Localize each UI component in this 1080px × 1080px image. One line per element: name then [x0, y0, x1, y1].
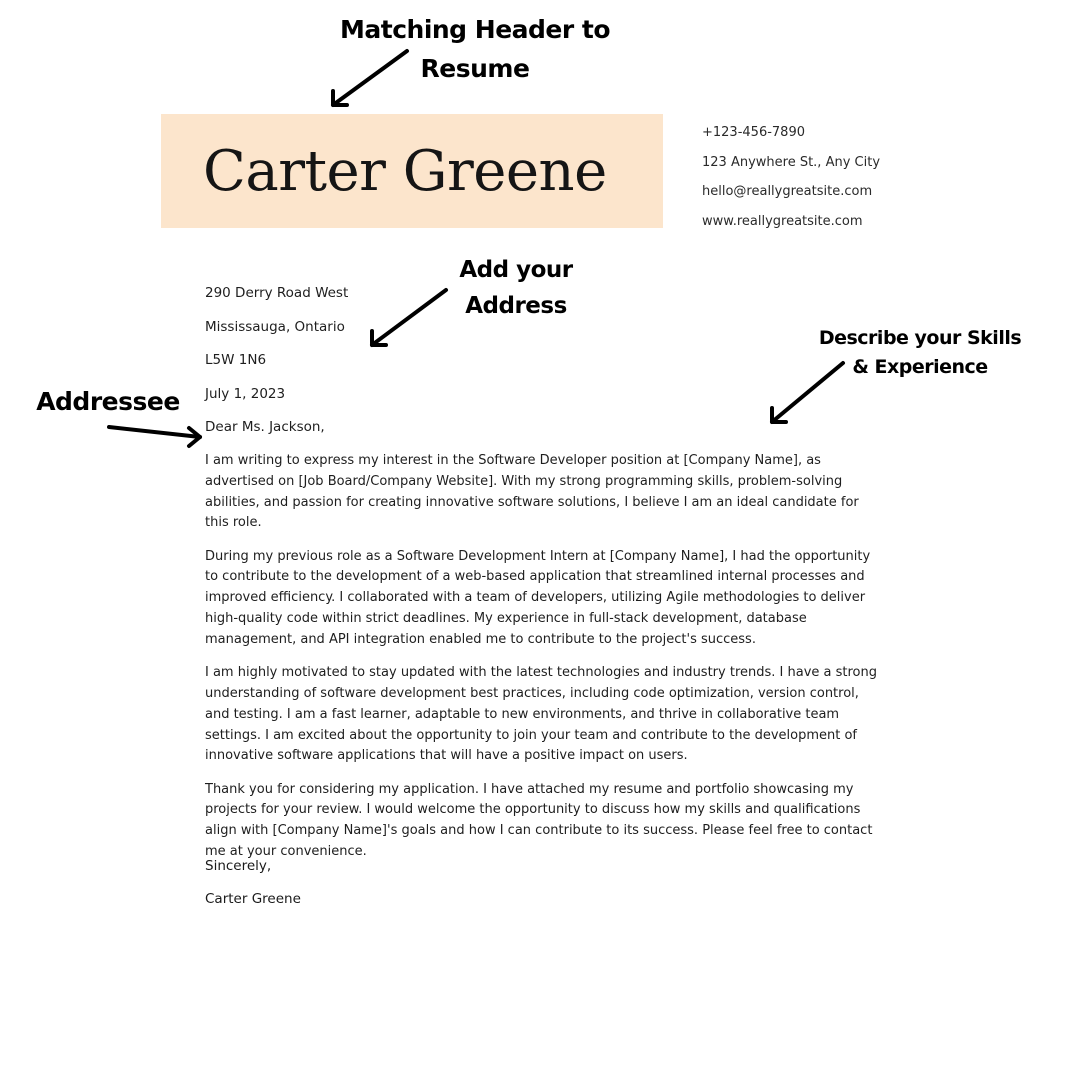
arrow-to-address-icon [372, 290, 446, 345]
annotation-skills-line1: Describe your Skills [818, 327, 1022, 349]
body-paragraph-2: During my previous role as a Software Development Intern at [Company Name], I had the opportunity to contribute to the development of a web-based application that streamlined internal processes and improved efficiency. I collaborated with a team of developers, utilizing Agile methodologies to deliver high-quality code within strict deadlines. My experience in full-stack development, database management, and API integration enabled me to contribute to the project's success. [205, 548, 871, 647]
annotation-skills [810, 324, 1030, 382]
address-street: 290 Derry Road West [205, 285, 349, 301]
body-paragraph-1: I am writing to express my interest in the Software Developer position at [Company Name], as advertised on [Job Board/Company Website]. With my strong programming skills, problem-solving abilities, and passion for creating innovative software solutions, I believe I am an ideal candidate for this role. [205, 453, 859, 531]
contact-email: hello@reallygreatsite.com [702, 184, 873, 199]
annotation-address-line1: Add your [459, 257, 573, 283]
arrow-to-addressee-icon [109, 427, 200, 446]
contact-address: 123 Anywhere St., Any City [702, 154, 881, 170]
annotation-header-line1: Matching Header to [340, 15, 611, 44]
annotation-addressee: Addressee [36, 387, 180, 416]
closing-signature: Carter Greene [205, 891, 301, 907]
closing-salutation: Sincerely, [205, 858, 272, 874]
greeting: Dear Ms. Jackson, [205, 419, 325, 435]
annotation-header-line2: Resume [420, 54, 530, 83]
contact-phone: +123-456-7890 [702, 125, 805, 140]
closing-block [205, 858, 301, 924]
address-postal-code: L5W 1N6 [205, 352, 267, 368]
body-paragraph-4: Thank you for considering my application. I have attached my resume and portfolio showcasing my projects for your review. I would welcome the opportunity to discuss how my skills and qualifications align with [Company Name]'s goals and how I can contribute to its success. Please feel free to contact me at your convenience. [205, 781, 873, 860]
header-name: Carter Greene [203, 139, 607, 204]
contact-website: www.reallygreatsite.com [702, 213, 863, 229]
annotation-header [340, 10, 610, 88]
address-city: Mississauga, Ontario [205, 318, 345, 335]
annotation-address [446, 252, 586, 324]
annotation-address-line2: Address [465, 293, 567, 319]
letter-body [205, 451, 877, 875]
recipient-address-block [205, 285, 348, 453]
letter-date: July 1, 2023 [205, 385, 286, 402]
body-paragraph-3: I am highly motivated to stay updated with the latest technologies and industry trends. I have a strong understanding of software development best practices, including code optimization, version control, and testing. I am a fast learner, adaptable to new environments, and thrive in collaborative team settings. I am excited about the opportunity to join your team and contribute to the development of innovative software applications that will have a positive impact on users. [205, 665, 877, 764]
annotation-skills-line2: & Experience [852, 356, 988, 378]
header-band [161, 114, 663, 228]
contact-block [702, 125, 880, 243]
